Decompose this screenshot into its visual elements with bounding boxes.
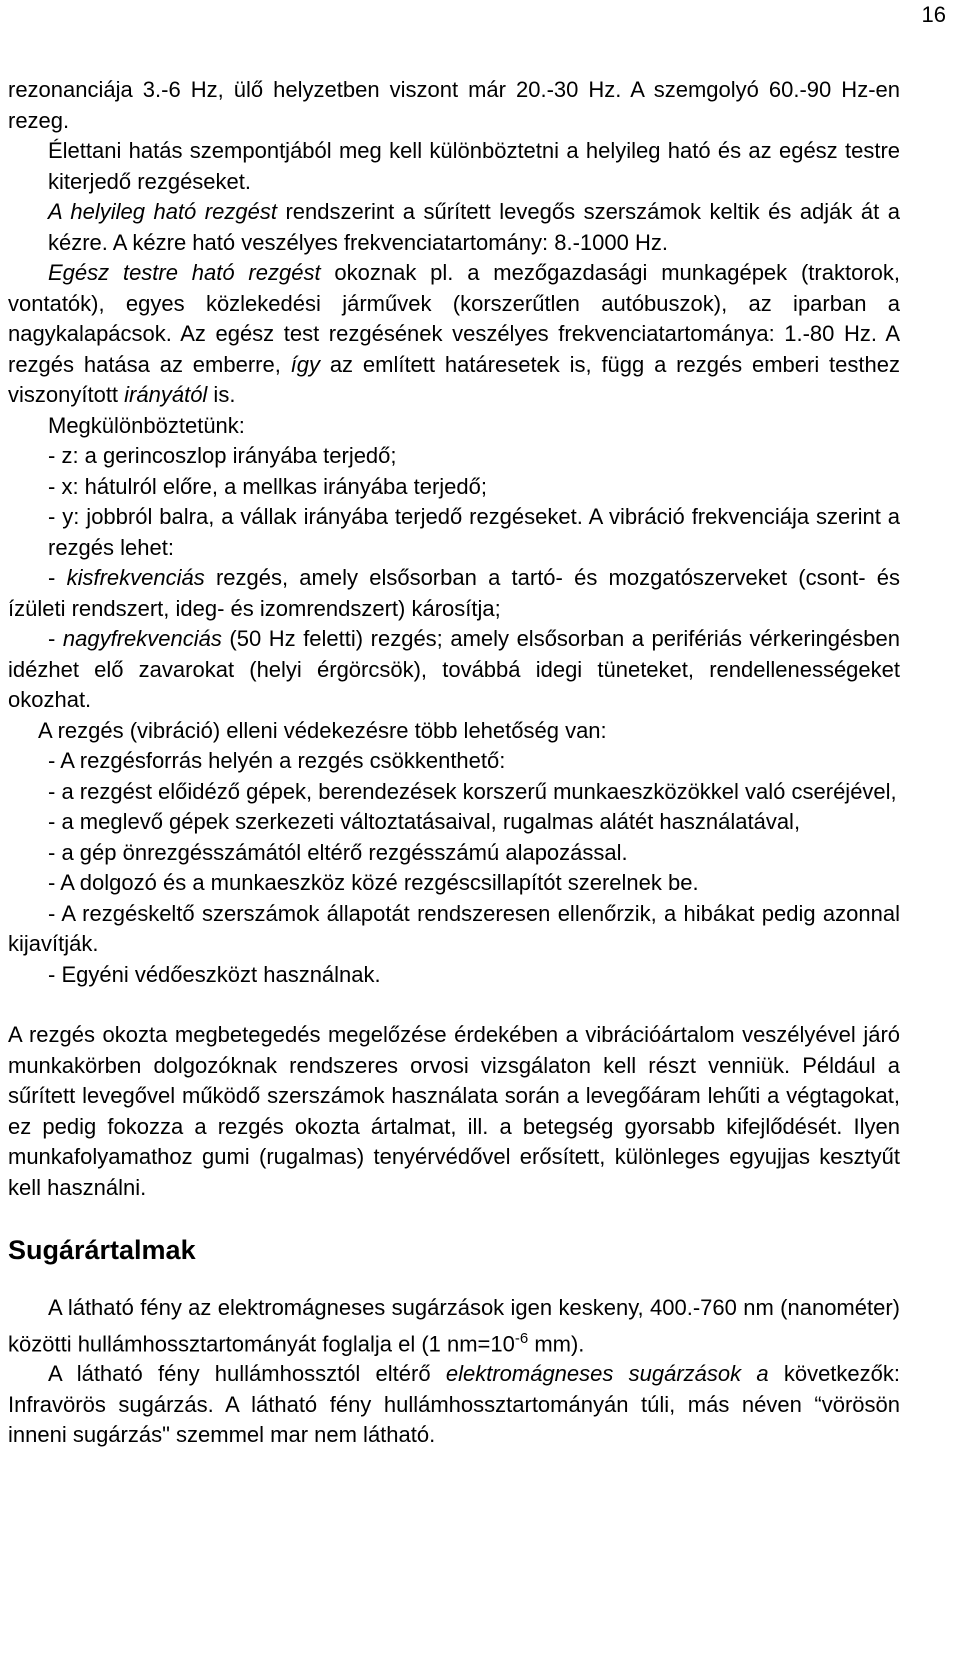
list-item: - nagyfrekvenciás (50 Hz feletti) rezgés; amely elsősorban a perifériás vérkeringésben idézhet elő zavarokat (helyi érgörcsök), továbbá idegi tüneteket, rendellenességeket okozhat. — [8, 626, 900, 712]
paragraph: A rezgés (vibráció) elleni védekezésre több lehetőség van: — [38, 717, 607, 743]
list-item: - kisfrekvenciás rezgés, amely elsősorban a tartó- és mozgatószerveket (csont- és ízületi rendszert, ideg- és izomrendszert) károsítja; — [8, 565, 900, 621]
italic-term: így — [290, 351, 320, 377]
paragraph: rezonanciája 3.-6 Hz, ülő helyzetben viszont már 20.-30 Hz. A szemgolyó 60.-90 Hz-en rezeg. — [8, 77, 900, 133]
italic-term: elektromágneses sugárzások a — [445, 1361, 769, 1387]
paragraph: Egész testre ható rezgést okoznak pl. a mezőgazdasági munkagépek (traktorok, vontatók), egyes közlekedési járművek (korszerűtlen autóbuszok), az iparban a nagykalapácsok. Az egész test rezgésének veszélyes frekvenciatartománya: 1.-80 Hz. A rezgés hatása az emberre, így az említett határesetek is, függ a rezgés emberi testhez viszonyított irányától is. — [8, 260, 901, 407]
list-item: - y: jobbról balra, a vállak irányába terjedő rezgéseket. A vibráció frekvenciája szerint a rezgés lehet: — [48, 504, 900, 560]
list-item: - a meglevő gépek szerkezeti változtatásaival, rugalmas alátét használatával, — [48, 809, 801, 834]
list-item: - a rezgést előidéző gépek, berendezések korszerű munkaeszközökkel való cseréjével, — [48, 778, 897, 804]
paragraph: A látható fény az elektromágneses sugárzások igen keskeny, 400.-760 nm (nanométer) közötti hullámhossztartományát foglalja el (1 $nm=10^{-6}$ mm). — [8, 1295, 900, 1356]
list-item: - Egyéni védőeszközt használnak. — [48, 961, 381, 987]
paragraph: A rezgés okozta megbetegedés megelőzése érdekében a vibrációártalom veszélyével járó munkakörben dolgozóknak rendszeres orvosi vizsgálaton kell részt venniük. Például a sűrített levegővel működő szerszámok használata során a levegőáram lehűti a végtagokat, ez pedig fokozza a rezgés okozta ártalmat, ill. a betegség gyorsabb kifejlődését. Ilyen munkafolyamathoz gumi (rugalmas) tenyérvédővel erősített, különleges egyujjas kesztyűt kell használni. — [8, 1022, 900, 1200]
italic-term: A helyileg ható rezgést — [48, 199, 277, 224]
superscript: -6 — [514, 1329, 529, 1347]
section-heading: Sugárártalmak — [8, 1235, 196, 1265]
italic-term: Egész testre ható rezgést — [48, 260, 321, 285]
italic-term: kisfrekvenciás — [66, 565, 205, 590]
list-item: - z: a gerincoszlop irányába terjedő; — [48, 443, 397, 468]
list-item: - A rezgéskeltő szerszámok állapotát rendszeresen ellenőrzik, a hibákat pedig azonnal kijavítják. — [8, 900, 900, 956]
list-item: - A dolgozó és a munkaeszköz közé rezgéscsillapítót szerelnek be. — [48, 870, 699, 895]
paragraph: A helyileg ható rezgést rendszerint a sűrített levegős szerszámok keltik és adják át a kézre. A kézre ható veszélyes frekvenciatartomány: 8.-1000 Hz. — [48, 199, 900, 255]
italic-term: irányától — [124, 382, 208, 407]
italic-term: nagyfrekvenciás — [62, 626, 222, 651]
paragraph: A látható fény hullámhossztól eltérő elektromágneses sugárzások a következők: Infravörös sugárzás. A látható fény hullámhossztartományán túli, más néven “vörösön inneni sugárzás" szemmel mar nem látható. — [8, 1361, 900, 1448]
page-number: 16 — [921, 2, 946, 27]
list-item: - A rezgésforrás helyén a rezgés csökkenthető: — [48, 748, 506, 773]
list-item: - x: hátulról előre, a mellkas irányába terjedő; — [48, 473, 487, 499]
list-item: - a gép önrezgésszámától eltérő rezgésszámú alapozással. — [48, 839, 628, 865]
paragraph: Megkülönböztetünk: — [48, 412, 245, 438]
document-body — [8, 75, 900, 1451]
paragraph: Élettani hatás szempontjából meg kell különböztetni a helyileg ható és az egész testre kiterjedő rezgéseket. — [48, 138, 900, 194]
